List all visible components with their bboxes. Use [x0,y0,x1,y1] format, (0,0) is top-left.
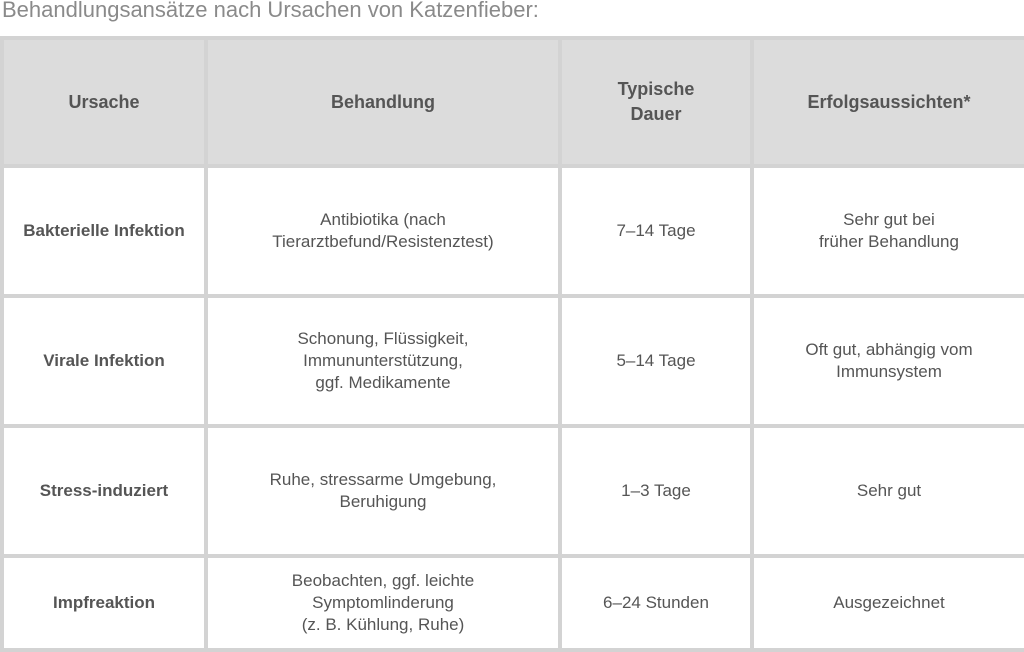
cell-duration: 6–24 Stunden [560,556,752,650]
table-row [2,296,1024,426]
table-row [2,426,1024,556]
header-success: Erfolgsaussichten* [752,38,1024,166]
cell-duration: 7–14 Tage [560,166,752,296]
cell-cause: Bakterielle Infektion [2,166,206,296]
header-duration: Typische Dauer [560,38,752,166]
cell-cause: Stress-induziert [2,426,206,556]
cell-cause: Impfreaktion [2,556,206,650]
cell-success: Oft gut, abhängig vom Immunsystem [752,296,1024,426]
cell-duration: 5–14 Tage [560,296,752,426]
cell-treatment: Antibiotika (nach Tierarztbefund/Resistenztest) [206,166,560,296]
table-header-row [2,38,1024,166]
table-row [2,166,1024,296]
cell-treatment: Ruhe, stressarme Umgebung, Beruhigung [206,426,560,556]
header-cause: Ursache [2,38,206,166]
cell-success: Ausgezeichnet [752,556,1024,650]
cell-duration: 1–3 Tage [560,426,752,556]
page-title: Behandlungsansätze nach Ursachen von Katzenfieber: [2,0,539,22]
table-row [2,556,1024,650]
cell-success: Sehr gut [752,426,1024,556]
header-treatment: Behandlung [206,38,560,166]
cell-success: Sehr gut bei früher Behandlung [752,166,1024,296]
cell-treatment: Beobachten, ggf. leichte Symptomlinderung (z. B. Kühlung, Ruhe) [206,556,560,650]
cell-cause: Virale Infektion [2,296,206,426]
cell-treatment: Schonung, Flüssigkeit, Immununterstützung, ggf. Medikamente [206,296,560,426]
treatment-table [0,36,1024,652]
